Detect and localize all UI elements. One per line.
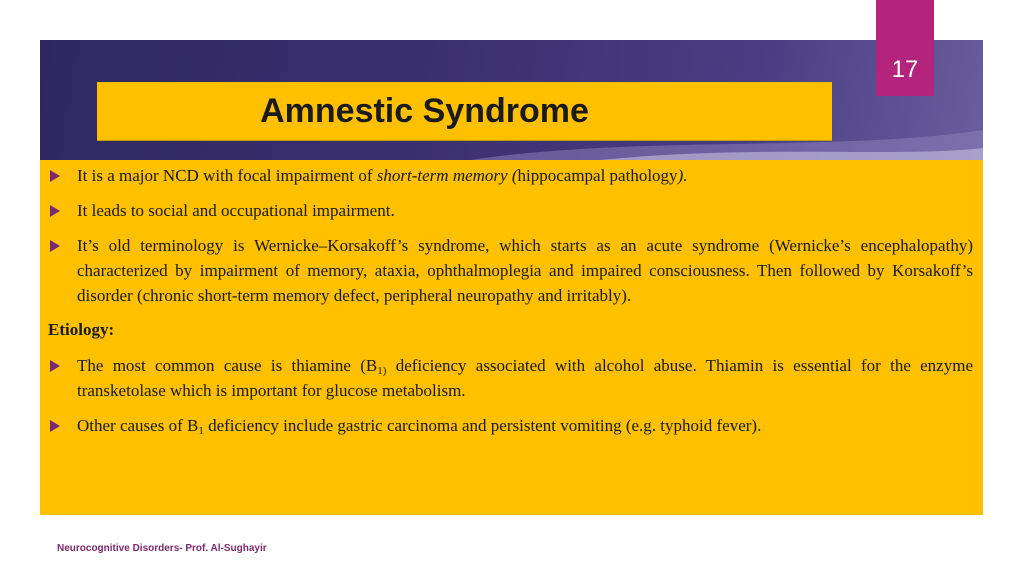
bullet-item	[50, 353, 973, 403]
triangle-bullet-icon	[50, 240, 60, 252]
bullet-text: It’s old terminology is Wernicke–Korsakoff’s syndrome, which starts as an acute syndrome (Wernicke’s encephalopathy) characterized by impairment of memory, ataxia, ophthalmoplegia and impaired consciousness. Then followed by Korsakoff’s disorder (chronic short-term memory defect, peripheral neuropathy and irritably).	[77, 236, 973, 305]
title-box	[97, 82, 832, 141]
footer-text: Neurocognitive Disorders- Prof. Al-Sughayir	[57, 543, 267, 554]
triangle-bullet-icon	[50, 360, 60, 372]
bullet-text: The most common cause is thiamine (B	[77, 356, 378, 375]
content-panel	[40, 160, 983, 515]
bullet-text: hippocampal pathology	[517, 166, 678, 185]
triangle-bullet-icon	[50, 170, 60, 182]
bullet-text: It is a major NCD with focal impairment of	[77, 166, 377, 185]
bullet-item	[50, 233, 973, 308]
bullet-item	[50, 198, 973, 223]
slide-title: Amnestic Syndrome	[260, 91, 589, 130]
page-number: 17	[891, 56, 919, 83]
bullet-item	[50, 163, 973, 188]
bullet-text: deficiency associated with alcohol abuse. Thiamin is essential for the enzyme transketolase which is important for glucose metabolism.	[77, 356, 973, 400]
subscript: 1	[198, 425, 204, 437]
subscript: 1)	[377, 365, 387, 377]
page-number-tab	[876, 0, 934, 96]
bullet-text: It leads to social and occupational impairment.	[77, 201, 395, 220]
bullet-item	[50, 413, 973, 438]
triangle-bullet-icon	[50, 420, 60, 432]
bullet-text: Other causes of B	[77, 416, 199, 435]
etiology-heading: Etiology:	[48, 320, 115, 339]
bullet-text: deficiency include gastric carcinoma and persistent vomiting (e.g. typhoid fever).	[203, 416, 762, 435]
bullet-italic-text: short-term memory (	[376, 166, 518, 185]
bullet-italic-text: ).	[677, 166, 688, 185]
triangle-bullet-icon	[50, 205, 60, 217]
